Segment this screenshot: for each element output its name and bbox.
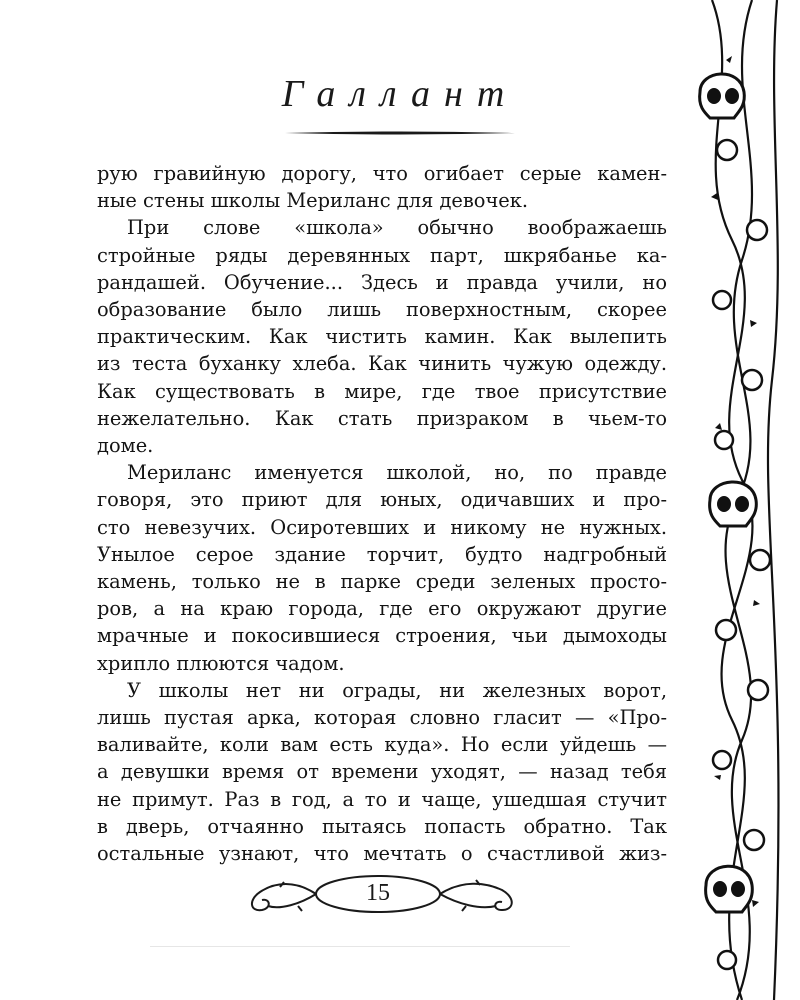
page-number: 15 — [366, 880, 390, 906]
text-line: из теста буханку хлеба. Как чинить чужую одежду. — [97, 352, 667, 376]
text-line: нежелательно. Как стать призраком в чьем-то — [97, 406, 667, 430]
text-line: остальные узнают, что мечтать о счастливой жиз- — [97, 842, 667, 866]
text-line: ров, а на краю города, где его окружают другие — [97, 597, 667, 621]
text-line: ные стены школы Мериланс для девочек. — [97, 189, 529, 213]
text-line: в дверь, отчаянно пытаясь попасть обратно. Так — [97, 814, 667, 838]
text-line: практическим. Как чистить камин. Как вылепить — [97, 325, 667, 349]
skull-rose-vine-border — [682, 0, 800, 1000]
page-body-text — [97, 160, 667, 867]
text-line: хрипло плюются чадом. — [97, 651, 345, 675]
text-line: При слове «школа» обычно воображаешь — [127, 216, 667, 240]
text-line: доме. — [97, 434, 154, 458]
text-line: камень, только не в парке среди зеленых просто- — [97, 570, 667, 594]
header-flourish-rule — [285, 128, 515, 138]
text-line: сто невезучих. Осиротевших и никому не нужных. — [97, 515, 667, 539]
footer-divider — [150, 946, 570, 947]
running-header — [250, 70, 550, 138]
book-title: Галлант — [281, 73, 519, 115]
text-line: не примут. Раз в год, а то и чаще, ушедшая стучит — [97, 787, 667, 811]
text-line: стройные ряды деревянных парт, шкрябанье ка- — [97, 243, 667, 267]
text-line: Мериланс именуется школой, но, по правде — [127, 461, 667, 485]
text-line: Унылое серое здание торчит, будто надгробный — [97, 542, 667, 566]
text-line: рую гравийную дорогу, что огибает серые камен- — [97, 162, 667, 185]
text-line: валивайте, коли вам есть куда». Но если уйдешь — — [97, 733, 667, 757]
text-line: мрачные и покосившиеся строения, чьи дымоходы — [97, 624, 667, 648]
text-line: образование было лишь поверхностным, скорее — [97, 298, 667, 322]
text-line: говоря, это приют для юных, одичавших и про- — [97, 488, 667, 512]
text-line: а девушки время от времени уходят, — назад тебя — [97, 760, 667, 784]
text-line: Как существовать в мире, где твое присутствие — [97, 379, 667, 403]
text-line: лишь пустая арка, которая словно гласит — «Про- — [97, 706, 667, 730]
page-footer — [240, 870, 580, 930]
text-line: У школы нет ни ограды, ни железных ворот, — [127, 678, 667, 702]
text-line: рандашей. Обучение... Здесь и правда учили, но — [97, 270, 667, 294]
